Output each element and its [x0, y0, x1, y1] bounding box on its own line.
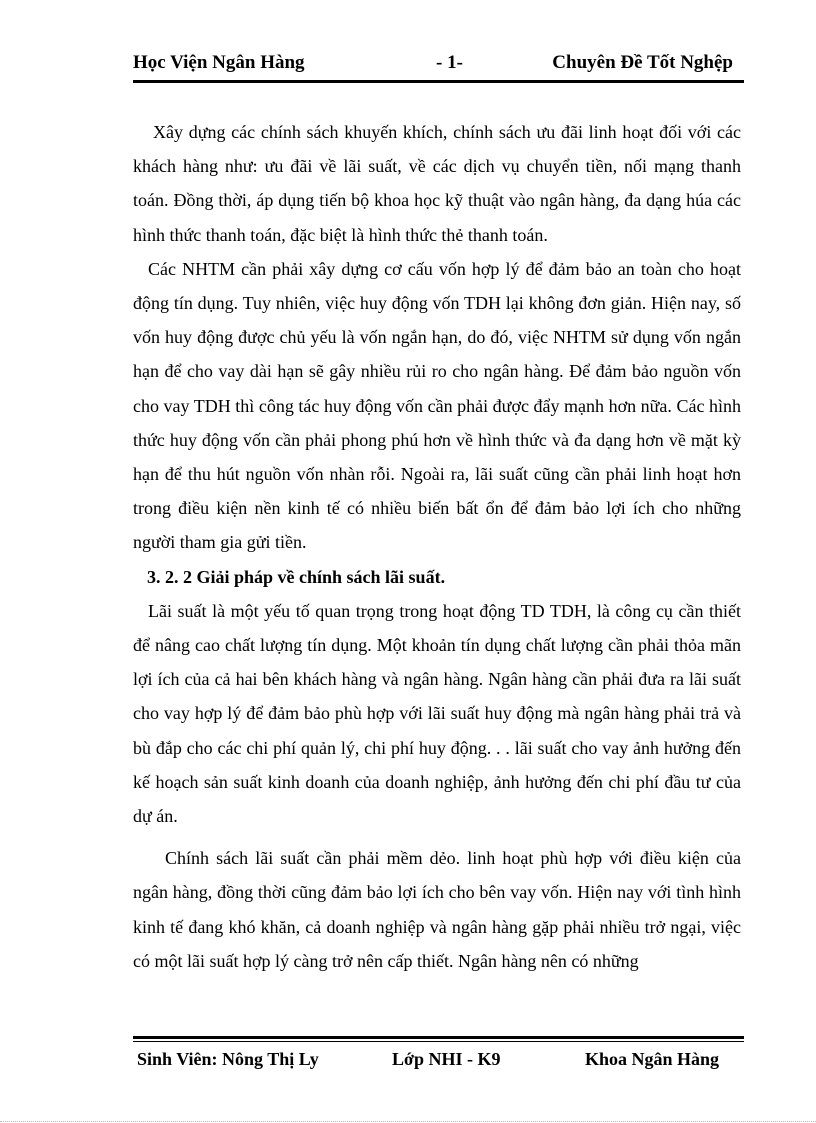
class-name: Lớp NHI - K9: [392, 1049, 501, 1069]
header-rule: [133, 80, 744, 83]
faculty-name: Khoa Ngân Hàng: [584, 1049, 719, 1069]
page-header: [133, 52, 743, 78]
page-footer: [137, 1049, 737, 1075]
paragraph-3: Lãi suất là một yếu tố quan trọng trong hoạt động TD TDH, là công cụ cần thiết để nâng cao chất lượng tín dụng. Một khoản tín dụng chất lượng cần phải thỏa mãn lợi ích của cả hai bên khách hàng và ngân hàng. Ngân hàng cần phải đưa ra lãi suất cho vay hợp lý để đảm bảo phù hợp với lãi suất huy động mà ngân hàng phải trả và bù đắp cho các chi phí quản lý, chi phí huy động. . . lãi suất cho vay ảnh hưởng đến kế hoạch sản suất kinh doanh của doanh nghiệp, ảnh hưởng đến chi phí đầu tư của dự án.: [133, 600, 741, 827]
institution-name: Học Viện Ngân Hàng: [133, 52, 305, 73]
paragraph-4: Chính sách lãi suất cần phải mềm dẻo. linh hoạt phù hợp với điều kiện của ngân hàng, đồng thời cũng đảm bảo lợi ích cho bên vay vốn. Hiện nay với tình hình kinh tế đang khó khăn, cả doanh nghiệp và ngân hàng gặp phải nhiều trở ngại, việc có một lãi suất hợp lý càng trở nên cấp thiết. Ngân hàng nên có những: [133, 848, 741, 971]
page-body: [133, 115, 741, 978]
section-heading: 3. 2. 2 Giải pháp về chính sách lãi suất.: [147, 566, 446, 587]
page-edge-dotted-line: [0, 1121, 816, 1122]
paragraph-2: Các NHTM cần phải xây dựng cơ cấu vốn hợp lý để đảm bảo an toàn cho hoạt động tín dụng. Tuy nhiên, việc huy động vốn TDH lại không đơn giản. Hiện nay, số vốn huy động được chủ yếu là vốn ngắn hạn, do đó, việc NHTM sử dụng vốn ngắn hạn để cho vay dài hạn sẽ gây nhiều rủi ro cho ngân hàng. Để đảm bảo nguồn vốn cho vay TDH thì công tác huy động vốn cần phải được đẩy mạnh hơn nữa. Các hình thức huy động vốn cần phải phong phú hơn về hình thức và đa dạng hơn về mặt kỳ hạn để thu hút nguồn vốn nhàn rỗi. Ngoài ra, lãi suất cũng cần phải linh hoạt hơn trong điều kiện nền kinh tế có nhiều biến bất ổn để đảm bảo lợi ích cho những người tham gia gửi tiền.: [133, 258, 741, 553]
footer-rule-thin: [133, 1041, 744, 1042]
footer-rule-thick: [133, 1036, 744, 1039]
paragraph-1: Xây dựng các chính sách khuyến khích, chính sách ưu đãi linh hoạt đối với các khách hàng như: ưu đãi về lãi suất, về các dịch vụ chuyển tiền, nối mạng thanh toán. Đồng thời, áp dụng tiến bộ khoa học kỹ thuật vào ngân hàng, đa dạng húa các hình thức thanh toán, đặc biệt là hình thức thẻ thanh toán.: [133, 122, 741, 245]
page-number: - 1-: [436, 52, 463, 73]
student-name: Sinh Viên: Nông Thị Ly: [137, 1049, 319, 1069]
document-title: Chuyên Đề Tốt Nghệp: [552, 52, 733, 73]
